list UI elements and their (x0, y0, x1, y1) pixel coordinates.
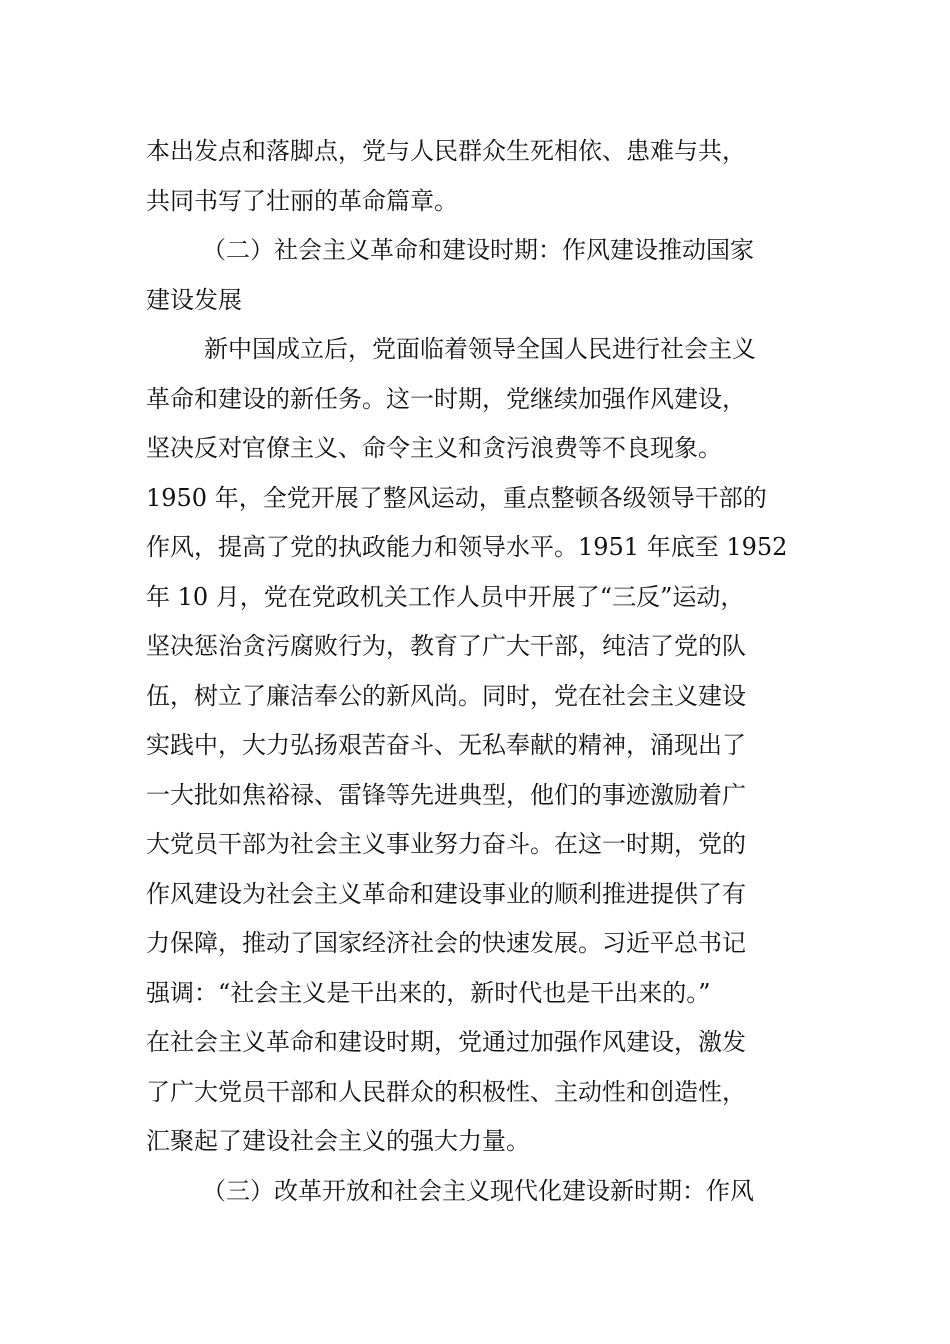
text-line: 年 10 月，党在党政机关工作人员中开展了“三反”运动， (146, 582, 745, 611)
text-line: 本出发点和落脚点，党与人民群众生死相依、患难与共， (146, 137, 746, 165)
text-line: 强调：“社会主义是干出来的，新时代也是干出来的。” (146, 978, 711, 1007)
paragraph-start: 新中国成立后，党面临着领导全国人民进行社会主义 (204, 335, 756, 363)
text-line: 作风，提高了党的执政能力和领导水平。1951 年底至 1952 (146, 533, 788, 561)
text-line: 汇聚起了建设社会主义的强大力量。 (146, 1127, 530, 1155)
text-line: 坚决惩治贪污腐败行为，教育了广大干部，纯洁了党的队 (146, 632, 746, 660)
section-heading: （三）改革开放和社会主义现代化建设新时期：作风 (202, 1176, 754, 1205)
text-line: 实践中，大力弘扬艰苦奋斗、无私奉献的精神，涌现出了 (146, 731, 746, 759)
text-line: 革命和建设的新任务。这一时期，党继续加强作风建设， (146, 384, 746, 413)
body-text (146, 127, 806, 1216)
text-line: 伍，树立了廉洁奉公的新风尚。同时，党在社会主义建设 (146, 681, 746, 710)
text-line: 1950 年，全党开展了整风运动，重点整顿各级领导干部的 (146, 483, 767, 512)
section-heading-continuation: 建设发展 (146, 285, 242, 314)
section-heading: （二）社会主义革命和建设时期：作风建设推动国家 (202, 236, 754, 264)
text-line: 大党员干部为社会主义事业努力奋斗。在这一时期，党的 (146, 830, 746, 858)
text-line: 作风建设为社会主义革命和建设事业的顺利推进提供了有 (146, 879, 746, 908)
text-line: 坚决反对官僚主义、命令主义和贪污浪费等不良现象。 (146, 434, 722, 462)
text-line: 一大批如焦裕禄、雷锋等先进典型，他们的事迹激励着广 (146, 780, 746, 809)
text-line: 了广大党员干部和人民群众的积极性、主动性和创造性， (146, 1077, 746, 1106)
text-line: 共同书写了壮丽的革命篇章。 (146, 186, 458, 215)
text-line: 在社会主义革命和建设时期，党通过加强作风建设，激发 (146, 1028, 746, 1056)
text-line: 力保障，推动了国家经济社会的快速发展。习近平总书记 (146, 929, 746, 957)
